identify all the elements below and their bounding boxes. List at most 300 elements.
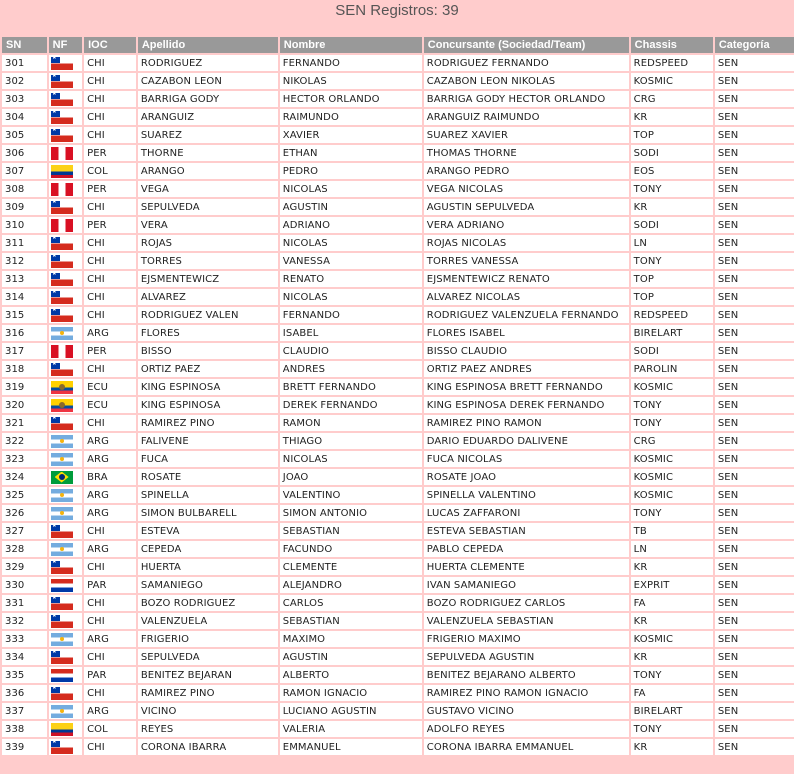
cell-chassis: KOSMIC — [631, 451, 713, 467]
cell-chassis: FA — [631, 595, 713, 611]
cell-categoria: SEN — [715, 739, 794, 755]
cell-sn: 327 — [2, 523, 47, 539]
chi-flag-icon — [51, 597, 73, 610]
cell-sn: 324 — [2, 469, 47, 485]
cell-apellido: ORTIZ PAEZ — [138, 361, 278, 377]
flag-cell — [49, 91, 82, 107]
cell-chassis: KOSMIC — [631, 73, 713, 89]
cell-nombre: FERNANDO — [280, 307, 422, 323]
cell-sn: 329 — [2, 559, 47, 575]
cell-apellido: SEPULVEDA — [138, 199, 278, 215]
flag-cell — [49, 325, 82, 341]
cell-apellido: BARRIGA GODY — [138, 91, 278, 107]
cell-chassis: REDSPEED — [631, 307, 713, 323]
cell-sn: 302 — [2, 73, 47, 89]
cell-ioc: PER — [84, 145, 136, 161]
table-row — [2, 739, 794, 755]
cell-categoria: SEN — [715, 55, 794, 71]
cell-nombre: JOAO — [280, 469, 422, 485]
cell-categoria: SEN — [715, 91, 794, 107]
cell-categoria: SEN — [715, 145, 794, 161]
cell-concursante: SEPULVEDA AGUSTIN — [424, 649, 629, 665]
chi-flag-icon — [51, 255, 73, 268]
table-row — [2, 667, 794, 683]
cell-concursante: ESTEVA SEBASTIAN — [424, 523, 629, 539]
cell-apellido: RAMIREZ PINO — [138, 415, 278, 431]
flag-cell — [49, 397, 82, 413]
cell-sn: 334 — [2, 649, 47, 665]
col-header-nombre: Nombre — [280, 37, 422, 53]
chi-flag-icon — [51, 111, 73, 124]
table-row — [2, 73, 794, 89]
table-row — [2, 217, 794, 233]
table-row — [2, 361, 794, 377]
chi-flag-icon — [51, 309, 73, 322]
cell-chassis: TB — [631, 523, 713, 539]
cell-chassis: TONY — [631, 721, 713, 737]
chi-flag-icon — [51, 417, 73, 430]
cell-chassis: CRG — [631, 433, 713, 449]
cell-ioc: BRA — [84, 469, 136, 485]
cell-chassis: SODI — [631, 145, 713, 161]
cell-categoria: SEN — [715, 685, 794, 701]
flag-cell — [49, 379, 82, 395]
cell-sn: 336 — [2, 685, 47, 701]
cell-apellido: TORRES — [138, 253, 278, 269]
flag-cell — [49, 613, 82, 629]
cell-sn: 301 — [2, 55, 47, 71]
chi-flag-icon — [51, 57, 73, 70]
cell-nombre: ISABEL — [280, 325, 422, 341]
flag-cell — [49, 163, 82, 179]
arg-flag-icon — [51, 633, 73, 646]
cell-concursante: VALENZUELA SEBASTIAN — [424, 613, 629, 629]
col-header-apellido: Apellido — [138, 37, 278, 53]
cell-concursante: FUCA NICOLAS — [424, 451, 629, 467]
cell-ioc: ARG — [84, 325, 136, 341]
cell-sn: 317 — [2, 343, 47, 359]
table-row — [2, 199, 794, 215]
cell-sn: 304 — [2, 109, 47, 125]
cell-apellido: BISSO — [138, 343, 278, 359]
cell-categoria: SEN — [715, 181, 794, 197]
cell-sn: 318 — [2, 361, 47, 377]
cell-ioc: CHI — [84, 361, 136, 377]
flag-cell — [49, 685, 82, 701]
col-header-concursante: Concursante (Sociedad/Team) — [424, 37, 629, 53]
cell-sn: 307 — [2, 163, 47, 179]
cell-categoria: SEN — [715, 127, 794, 143]
cell-apellido: ROJAS — [138, 235, 278, 251]
flag-cell — [49, 217, 82, 233]
flag-cell — [49, 523, 82, 539]
flag-cell — [49, 559, 82, 575]
cell-concursante: BISSO CLAUDIO — [424, 343, 629, 359]
cell-apellido: RODRIGUEZ VALEN — [138, 307, 278, 323]
cell-ioc: PER — [84, 343, 136, 359]
cell-concursante: SUAREZ XAVIER — [424, 127, 629, 143]
cell-chassis: BIRELART — [631, 325, 713, 341]
cell-chassis: TONY — [631, 415, 713, 431]
cell-apellido: CEPEDA — [138, 541, 278, 557]
cell-ioc: CHI — [84, 415, 136, 431]
cell-concursante: CAZABON LEON NIKOLAS — [424, 73, 629, 89]
cell-ioc: CHI — [84, 685, 136, 701]
cell-sn: 306 — [2, 145, 47, 161]
flag-cell — [49, 145, 82, 161]
cell-ioc: CHI — [84, 253, 136, 269]
table-row — [2, 91, 794, 107]
table-row — [2, 163, 794, 179]
cell-ioc: CHI — [84, 271, 136, 287]
cell-categoria: SEN — [715, 631, 794, 647]
table-row — [2, 109, 794, 125]
cell-nombre: ANDRES — [280, 361, 422, 377]
cell-concursante: ROJAS NICOLAS — [424, 235, 629, 251]
cell-concursante: THOMAS THORNE — [424, 145, 629, 161]
cell-nombre: ADRIANO — [280, 217, 422, 233]
cell-nombre: VANESSA — [280, 253, 422, 269]
cell-concursante: ARANGO PEDRO — [424, 163, 629, 179]
cell-sn: 333 — [2, 631, 47, 647]
table-row — [2, 487, 794, 503]
cell-sn: 332 — [2, 613, 47, 629]
cell-concursante: KING ESPINOSA BRETT FERNANDO — [424, 379, 629, 395]
col-header-categoria: Categoría — [715, 37, 794, 53]
table-header-row — [2, 37, 794, 53]
cell-apellido: ARANGUIZ — [138, 109, 278, 125]
cell-ioc: CHI — [84, 55, 136, 71]
cell-ioc: CHI — [84, 523, 136, 539]
cell-chassis: REDSPEED — [631, 55, 713, 71]
col-header-nf: NF — [49, 37, 82, 53]
cell-chassis: TOP — [631, 289, 713, 305]
cell-sn: 308 — [2, 181, 47, 197]
cell-categoria: SEN — [715, 271, 794, 287]
flag-cell — [49, 343, 82, 359]
cell-ioc: ECU — [84, 397, 136, 413]
cell-ioc: CHI — [84, 199, 136, 215]
table-row — [2, 505, 794, 521]
cell-categoria: SEN — [715, 577, 794, 593]
cell-sn: 322 — [2, 433, 47, 449]
cell-nombre: ETHAN — [280, 145, 422, 161]
cell-ioc: ARG — [84, 505, 136, 521]
table-row — [2, 271, 794, 287]
flag-cell — [49, 505, 82, 521]
cell-categoria: SEN — [715, 559, 794, 575]
cell-concursante: ROSATE JOAO — [424, 469, 629, 485]
per-flag-icon — [51, 219, 73, 232]
flag-cell — [49, 289, 82, 305]
arg-flag-icon — [51, 453, 73, 466]
cell-nombre: DEREK FERNANDO — [280, 397, 422, 413]
table-row — [2, 379, 794, 395]
cell-apellido: BENITEZ BEJARAN — [138, 667, 278, 683]
cell-chassis: TONY — [631, 253, 713, 269]
table-row — [2, 721, 794, 737]
table-row — [2, 307, 794, 323]
flag-cell — [49, 181, 82, 197]
cell-categoria: SEN — [715, 307, 794, 323]
cell-sn: 325 — [2, 487, 47, 503]
cell-sn: 303 — [2, 91, 47, 107]
cell-categoria: SEN — [715, 451, 794, 467]
cell-apellido: SPINELLA — [138, 487, 278, 503]
table-row — [2, 253, 794, 269]
arg-flag-icon — [51, 489, 73, 502]
table-row — [2, 613, 794, 629]
table-row — [2, 433, 794, 449]
cell-nombre: SIMON ANTONIO — [280, 505, 422, 521]
cell-nombre: CARLOS — [280, 595, 422, 611]
cell-chassis: LN — [631, 541, 713, 557]
table-row — [2, 703, 794, 719]
cell-chassis: TONY — [631, 667, 713, 683]
chi-flag-icon — [51, 525, 73, 538]
cell-ioc: CHI — [84, 739, 136, 755]
table-row — [2, 577, 794, 593]
cell-sn: 337 — [2, 703, 47, 719]
cell-concursante: KING ESPINOSA DEREK FERNANDO — [424, 397, 629, 413]
cell-sn: 314 — [2, 289, 47, 305]
cell-nombre: NICOLAS — [280, 235, 422, 251]
cell-apellido: SUAREZ — [138, 127, 278, 143]
table-row — [2, 523, 794, 539]
table-row — [2, 289, 794, 305]
cell-apellido: FRIGERIO — [138, 631, 278, 647]
cell-ioc: PER — [84, 181, 136, 197]
chi-flag-icon — [51, 93, 73, 106]
cell-categoria: SEN — [715, 613, 794, 629]
par-flag-icon — [51, 579, 73, 592]
cell-nombre: ALEJANDRO — [280, 577, 422, 593]
table-row — [2, 343, 794, 359]
cell-sn: 330 — [2, 577, 47, 593]
cell-ioc: ARG — [84, 631, 136, 647]
cell-categoria: SEN — [715, 649, 794, 665]
cell-sn: 339 — [2, 739, 47, 755]
par-flag-icon — [51, 669, 73, 682]
cell-nombre: EMMANUEL — [280, 739, 422, 755]
chi-flag-icon — [51, 615, 73, 628]
cell-chassis: KOSMIC — [631, 487, 713, 503]
cell-ioc: COL — [84, 721, 136, 737]
registros-table — [0, 35, 794, 757]
flag-cell — [49, 469, 82, 485]
cell-chassis: KOSMIC — [631, 631, 713, 647]
cell-sn: 309 — [2, 199, 47, 215]
cell-chassis: KR — [631, 109, 713, 125]
cell-apellido: KING ESPINOSA — [138, 397, 278, 413]
table-row — [2, 145, 794, 161]
cell-concursante: BARRIGA GODY HECTOR ORLANDO — [424, 91, 629, 107]
cell-nombre: MAXIMO — [280, 631, 422, 647]
cell-concursante: PABLO CEPEDA — [424, 541, 629, 557]
arg-flag-icon — [51, 705, 73, 718]
cell-nombre: AGUSTIN — [280, 649, 422, 665]
cell-ioc: CHI — [84, 235, 136, 251]
table-row — [2, 469, 794, 485]
cell-categoria: SEN — [715, 73, 794, 89]
cell-concursante: IVAN SAMANIEGO — [424, 577, 629, 593]
chi-flag-icon — [51, 75, 73, 88]
table-row — [2, 559, 794, 575]
cell-ioc: CHI — [84, 595, 136, 611]
cell-chassis: KR — [631, 613, 713, 629]
flag-cell — [49, 199, 82, 215]
cell-ioc: ECU — [84, 379, 136, 395]
cell-nombre: SEBASTIAN — [280, 613, 422, 629]
cell-nombre: CLEMENTE — [280, 559, 422, 575]
cell-categoria: SEN — [715, 667, 794, 683]
flag-cell — [49, 235, 82, 251]
per-flag-icon — [51, 345, 73, 358]
cell-chassis: KR — [631, 559, 713, 575]
cell-apellido: ALVAREZ — [138, 289, 278, 305]
cell-apellido: ESTEVA — [138, 523, 278, 539]
chi-flag-icon — [51, 741, 73, 754]
flag-cell — [49, 541, 82, 557]
cell-ioc: CHI — [84, 127, 136, 143]
cell-chassis: TOP — [631, 271, 713, 287]
cell-ioc: CHI — [84, 289, 136, 305]
cell-nombre: BRETT FERNANDO — [280, 379, 422, 395]
cell-nombre: RAMON IGNACIO — [280, 685, 422, 701]
table-row — [2, 595, 794, 611]
cell-apellido: FLORES — [138, 325, 278, 341]
cell-chassis: EOS — [631, 163, 713, 179]
chi-flag-icon — [51, 651, 73, 664]
cell-nombre: AGUSTIN — [280, 199, 422, 215]
cell-concursante: ARANGUIZ RAIMUNDO — [424, 109, 629, 125]
chi-flag-icon — [51, 687, 73, 700]
table-row — [2, 415, 794, 431]
cell-concursante: BOZO RODRIGUEZ CARLOS — [424, 595, 629, 611]
cell-nombre: RAMON — [280, 415, 422, 431]
table-row — [2, 631, 794, 647]
flag-cell — [49, 271, 82, 287]
flag-cell — [49, 361, 82, 377]
cell-concursante: GUSTAVO VICINO — [424, 703, 629, 719]
cell-nombre: CLAUDIO — [280, 343, 422, 359]
cell-concursante: RODRIGUEZ VALENZUELA FERNANDO — [424, 307, 629, 323]
cell-apellido: SEPULVEDA — [138, 649, 278, 665]
cell-concursante: ADOLFO REYES — [424, 721, 629, 737]
ecu-flag-icon — [51, 399, 73, 412]
per-flag-icon — [51, 147, 73, 160]
cell-apellido: VALENZUELA — [138, 613, 278, 629]
table-row — [2, 235, 794, 251]
cell-apellido: ROSATE — [138, 469, 278, 485]
cell-sn: 321 — [2, 415, 47, 431]
col-flag-icon — [51, 165, 73, 178]
chi-flag-icon — [51, 561, 73, 574]
cell-sn: 338 — [2, 721, 47, 737]
cell-sn: 311 — [2, 235, 47, 251]
cell-concursante: FRIGERIO MAXIMO — [424, 631, 629, 647]
flag-cell — [49, 631, 82, 647]
cell-categoria: SEN — [715, 253, 794, 269]
page-title: SEN Registros: 39 — [335, 2, 459, 19]
cell-categoria: SEN — [715, 487, 794, 503]
cell-nombre: THIAGO — [280, 433, 422, 449]
cell-concursante: RAMIREZ PINO RAMON — [424, 415, 629, 431]
cell-concursante: ALVAREZ NICOLAS — [424, 289, 629, 305]
arg-flag-icon — [51, 543, 73, 556]
cell-concursante: LUCAS ZAFFARONI — [424, 505, 629, 521]
cell-chassis: KOSMIC — [631, 379, 713, 395]
cell-apellido: HUERTA — [138, 559, 278, 575]
cell-chassis: KR — [631, 649, 713, 665]
cell-ioc: ARG — [84, 541, 136, 557]
flag-cell — [49, 451, 82, 467]
cell-categoria: SEN — [715, 721, 794, 737]
cell-ioc: ARG — [84, 703, 136, 719]
cell-chassis: KR — [631, 739, 713, 755]
cell-apellido: BOZO RODRIGUEZ — [138, 595, 278, 611]
cell-apellido: THORNE — [138, 145, 278, 161]
per-flag-icon — [51, 183, 73, 196]
cell-sn: 323 — [2, 451, 47, 467]
cell-chassis: TONY — [631, 505, 713, 521]
cell-concursante: TORRES VANESSA — [424, 253, 629, 269]
cell-concursante: EJSMENTEWICZ RENATO — [424, 271, 629, 287]
cell-ioc: CHI — [84, 73, 136, 89]
table-row — [2, 127, 794, 143]
cell-concursante: VEGA NICOLAS — [424, 181, 629, 197]
cell-nombre: HECTOR ORLANDO — [280, 91, 422, 107]
col-header-sn: SN — [2, 37, 47, 53]
cell-chassis: KOSMIC — [631, 469, 713, 485]
cell-nombre: NICOLAS — [280, 289, 422, 305]
cell-chassis: SODI — [631, 343, 713, 359]
chi-flag-icon — [51, 129, 73, 142]
cell-concursante: CORONA IBARRA EMMANUEL — [424, 739, 629, 755]
flag-cell — [49, 595, 82, 611]
cell-ioc: COL — [84, 163, 136, 179]
cell-concursante: FLORES ISABEL — [424, 325, 629, 341]
cell-ioc: CHI — [84, 559, 136, 575]
cell-ioc: PER — [84, 217, 136, 233]
cell-concursante: ORTIZ PAEZ ANDRES — [424, 361, 629, 377]
cell-apellido: KING ESPINOSA — [138, 379, 278, 395]
cell-nombre: PEDRO — [280, 163, 422, 179]
cell-chassis: TONY — [631, 397, 713, 413]
cell-chassis: TONY — [631, 181, 713, 197]
cell-categoria: SEN — [715, 325, 794, 341]
cell-nombre: RAIMUNDO — [280, 109, 422, 125]
table-row — [2, 451, 794, 467]
cell-apellido: SAMANIEGO — [138, 577, 278, 593]
cell-concursante: RODRIGUEZ FERNANDO — [424, 55, 629, 71]
cell-apellido: CAZABON LEON — [138, 73, 278, 89]
cell-categoria: SEN — [715, 163, 794, 179]
cell-apellido: FALIVENE — [138, 433, 278, 449]
cell-ioc: CHI — [84, 649, 136, 665]
flag-cell — [49, 433, 82, 449]
cell-sn: 316 — [2, 325, 47, 341]
cell-apellido: REYES — [138, 721, 278, 737]
cell-nombre: FACUNDO — [280, 541, 422, 557]
cell-apellido: VERA — [138, 217, 278, 233]
cell-sn: 313 — [2, 271, 47, 287]
cell-chassis: LN — [631, 235, 713, 251]
cell-apellido: EJSMENTEWICZ — [138, 271, 278, 287]
cell-ioc: ARG — [84, 487, 136, 503]
cell-sn: 305 — [2, 127, 47, 143]
flag-cell — [49, 703, 82, 719]
